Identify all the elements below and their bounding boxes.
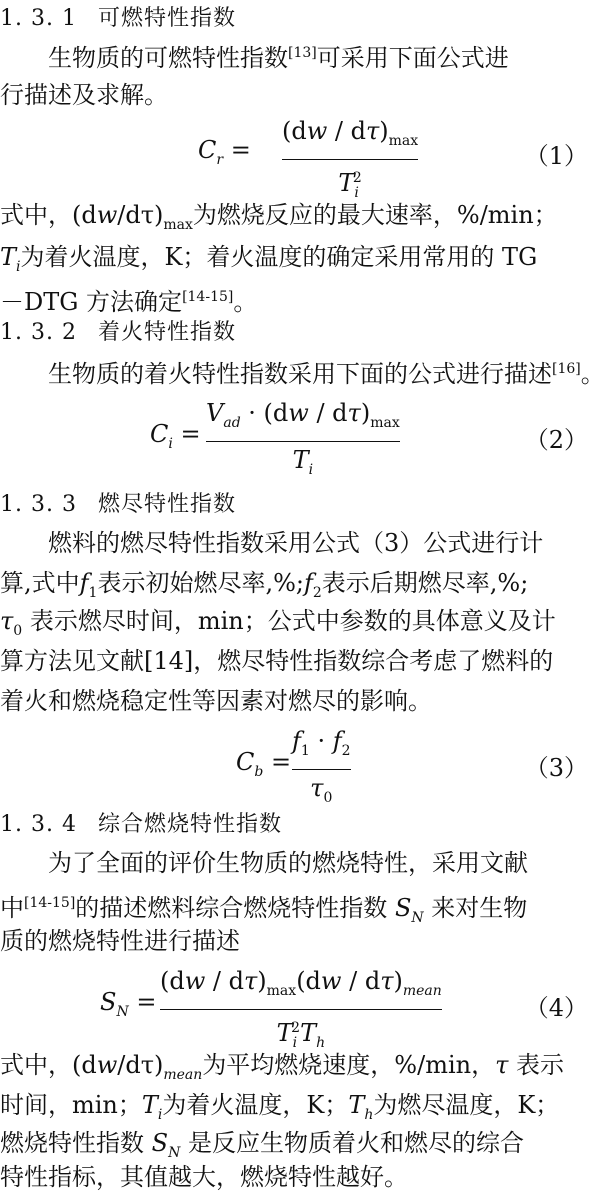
text: 为着火温度，K； xyxy=(162,1091,349,1119)
text: 为了全面的评价生物质的燃烧特性，采用文献 xyxy=(48,849,528,877)
text: 可采用下面公式进 xyxy=(316,44,509,72)
text: 式中，(d xyxy=(0,201,97,229)
text: 为平均燃烧速度，%/min， xyxy=(202,1051,496,1079)
section-title: 可燃特性指数 xyxy=(98,6,237,31)
equation-number: （1） xyxy=(524,142,588,170)
equation-3 xyxy=(0,726,600,806)
paragraph-line: $T_i$为着火温度，K；着火温度的确定采用常用的 TG xyxy=(0,243,538,275)
paragraph-line xyxy=(48,352,605,391)
section-title: 着火特性指数 xyxy=(98,320,237,345)
section-number: 1. 3. 1 xyxy=(0,6,77,31)
equation-lhs: $C_b$ = xyxy=(236,748,292,780)
text: 式中，(d xyxy=(0,1051,97,1079)
paragraph-line: 燃烧特性指数 $S_N$ 是反应生物质着火和燃尽的综合 xyxy=(0,1129,524,1161)
citation: [13] xyxy=(288,45,317,61)
paragraph-line xyxy=(0,684,432,718)
section-heading-1-3-4 xyxy=(0,808,282,842)
text: 生物质的可燃特性指数 xyxy=(48,44,288,72)
equation-lhs: $C_i$ = xyxy=(150,420,201,452)
section-heading-1-3-1 xyxy=(0,2,236,36)
text: 是反应生物质着火和燃尽的综合 xyxy=(187,1129,524,1157)
citation: [14-15] xyxy=(24,895,76,911)
equation-2 xyxy=(0,398,600,478)
equation-4 xyxy=(0,966,600,1051)
text: 燃料的燃尽特性指数采用公式（3）公式进行计 xyxy=(48,529,544,557)
paragraph-line xyxy=(48,846,528,880)
text: 。 xyxy=(233,288,258,316)
section-title: 燃尽特性指数 xyxy=(98,492,237,517)
text: 来对生物 xyxy=(431,894,528,922)
citation: [16] xyxy=(552,361,581,377)
paragraph-line xyxy=(48,526,543,560)
text: 的描述燃料综合燃烧特性指数 xyxy=(75,894,388,922)
section-heading-1-3-3 xyxy=(0,488,236,522)
equation-number: （2） xyxy=(524,426,588,454)
equation-1 xyxy=(0,116,600,201)
text: 算,式中 xyxy=(0,569,80,597)
text: 。 xyxy=(580,360,605,388)
paragraph-line xyxy=(0,644,553,678)
text: 表示后期燃尽率,%; xyxy=(321,569,529,597)
fraction: $(dw / d\tau)_{max}$ $T_i^2$ xyxy=(282,117,419,201)
equation-number: （3） xyxy=(524,754,588,782)
text: 特性指标，其值越大，燃烧特性越好。 xyxy=(0,1163,408,1191)
text: －DTG 方法确定 xyxy=(0,288,183,316)
paragraph-line xyxy=(0,924,240,958)
equation-lhs: $S_N$ = xyxy=(100,988,157,1020)
equation-number: （4） xyxy=(524,994,588,1022)
paragraph-line: $\tau_0$ 表示燃尽时间，min；公式中参数的具体意义及计 xyxy=(0,607,556,639)
text: 时间，min； xyxy=(0,1091,142,1119)
paragraph-line: 时间，min；$T_i$为着火温度，K；$T_h$为燃尽温度，K； xyxy=(0,1091,560,1123)
text: 行描述及求解。 xyxy=(0,81,168,109)
text: /dτ) xyxy=(117,1051,164,1079)
paragraph-line: 中[14-15]的描述燃料综合燃烧特性指数 $S_N$ 来对生物 xyxy=(0,894,528,926)
text: 为燃烧反应的最大速率，%/min； xyxy=(192,201,558,229)
section-title: 综合燃烧特性指数 xyxy=(98,812,283,837)
fraction: $(dw / d\tau)_{max}(dw / d\tau)_{mean}$ $T_i^2T_h$ xyxy=(160,967,442,1051)
section-number: 1. 3. 4 xyxy=(0,812,77,837)
text: 表示初始燃尽率,%; xyxy=(97,569,304,597)
text: 表示 xyxy=(516,1051,565,1079)
paragraph-line xyxy=(0,78,168,112)
paragraph-line: 算,式中$f_1$表示初始燃尽率$,\%;f_2$表示后期燃尽率,%; xyxy=(0,569,529,601)
citation: [14-15] xyxy=(182,289,234,305)
equation-lhs: $C_r$ = xyxy=(198,136,251,168)
text: 燃烧特性指数 xyxy=(0,1129,144,1157)
paragraph-line xyxy=(0,280,257,319)
paragraph-line: 式中，$(dw/d\tau)_{max}$为燃烧反应的最大速率，%/min； xyxy=(0,201,558,233)
paragraph-line xyxy=(48,36,509,75)
text: 表示燃尽时间，min；公式中参数的具体意义及计 xyxy=(29,607,556,635)
text: 为着火温度，K；着火温度的确定采用常用的 TG xyxy=(20,243,538,271)
text: 算方法见文献[14]，燃尽特性指数综合考虑了燃料的 xyxy=(0,647,554,675)
text: 为燃尽温度，K； xyxy=(373,1091,560,1119)
text: /dτ) xyxy=(117,201,164,229)
text: 生物质的着火特性指数采用下面的公式进行描述 xyxy=(48,360,552,388)
paragraph-line xyxy=(0,1160,408,1194)
section-number: 1. 3. 2 xyxy=(0,320,77,345)
fraction: $V_{ad} \cdot (dw / d\tau)_{max}$ $T_i$ xyxy=(206,399,400,478)
fraction: $f_1 \cdot f_2$ $\tau_0$ xyxy=(292,727,351,806)
text: 中 xyxy=(0,894,24,922)
text: 着火和燃烧稳定性等因素对燃尽的影响。 xyxy=(0,687,432,715)
subscript: max xyxy=(163,216,193,233)
section-number: 1. 3. 3 xyxy=(0,492,77,517)
paragraph-line: 式中，$(dw/d\tau)_{mean}$为平均燃烧速度，%/min，τ 表示 xyxy=(0,1051,565,1083)
section-heading-1-3-2 xyxy=(0,316,236,350)
text: 质的燃烧特性进行描述 xyxy=(0,927,240,955)
